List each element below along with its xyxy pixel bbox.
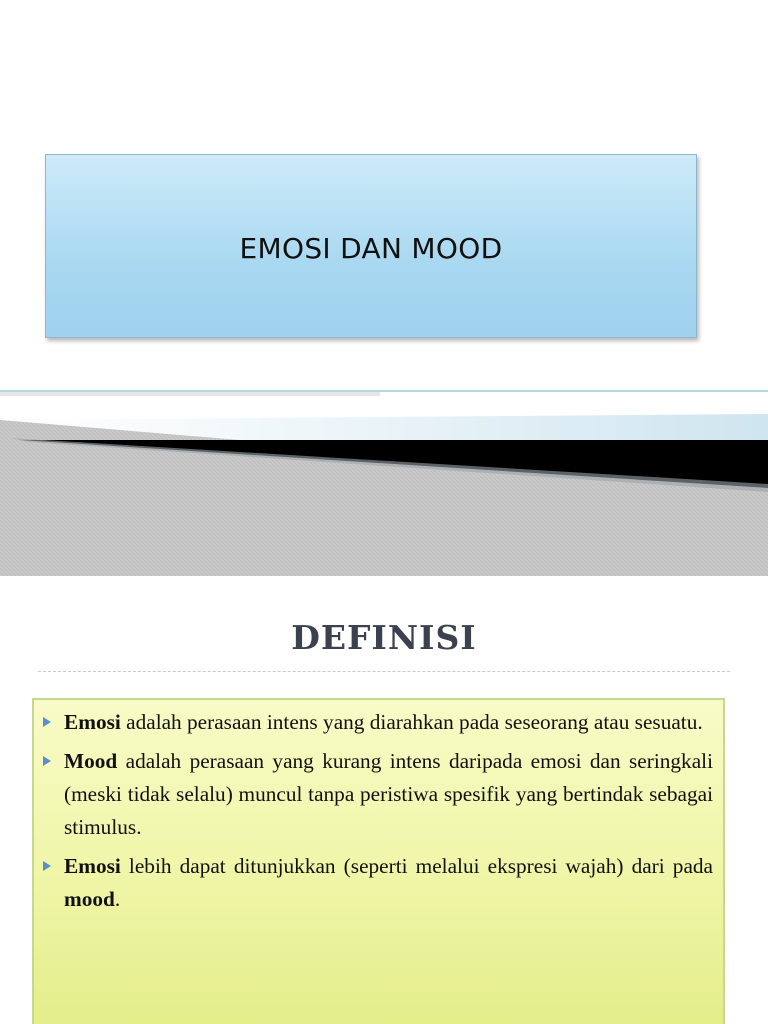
bullet-list: [34, 700, 723, 916]
decorative-banner: [0, 380, 768, 576]
bullet-item: [64, 706, 713, 739]
triangle-bullet-icon: [43, 717, 51, 727]
heading-divider: [38, 671, 730, 672]
title-box: [45, 154, 697, 338]
bullet-item: [64, 745, 713, 844]
bullet-text-end: .: [114, 887, 121, 911]
deco-shade: [0, 392, 380, 396]
bullet-term: Mood: [64, 749, 118, 773]
slide-heading: DEFINISI: [291, 618, 477, 657]
definition-slide: [0, 576, 768, 1024]
triangle-bullet-icon: [43, 861, 51, 871]
bullet-term: Emosi: [64, 854, 121, 878]
triangle-bullet-icon: [43, 756, 51, 766]
bullet-item: [64, 850, 713, 916]
bullet-text: adalah perasaan yang kurang intens daripada emosi dan seringkali (meski tidak selalu) muncul tanpa peristiwa spesifik yang bertindak sebagai stimulus.: [64, 749, 713, 839]
bullet-text: adalah perasaan intens yang diarahkan pada seseorang atau sesuatu.: [120, 710, 703, 734]
content-box: [32, 698, 725, 1024]
slide-title: EMOSI DAN MOOD: [239, 231, 503, 265]
bullet-term-secondary: mood: [64, 887, 115, 911]
bullet-term: Emosi: [64, 710, 121, 734]
bullet-text: lebih dapat ditunjukkan (seperti melalui ekspresi wajah) dari pada: [120, 854, 713, 878]
